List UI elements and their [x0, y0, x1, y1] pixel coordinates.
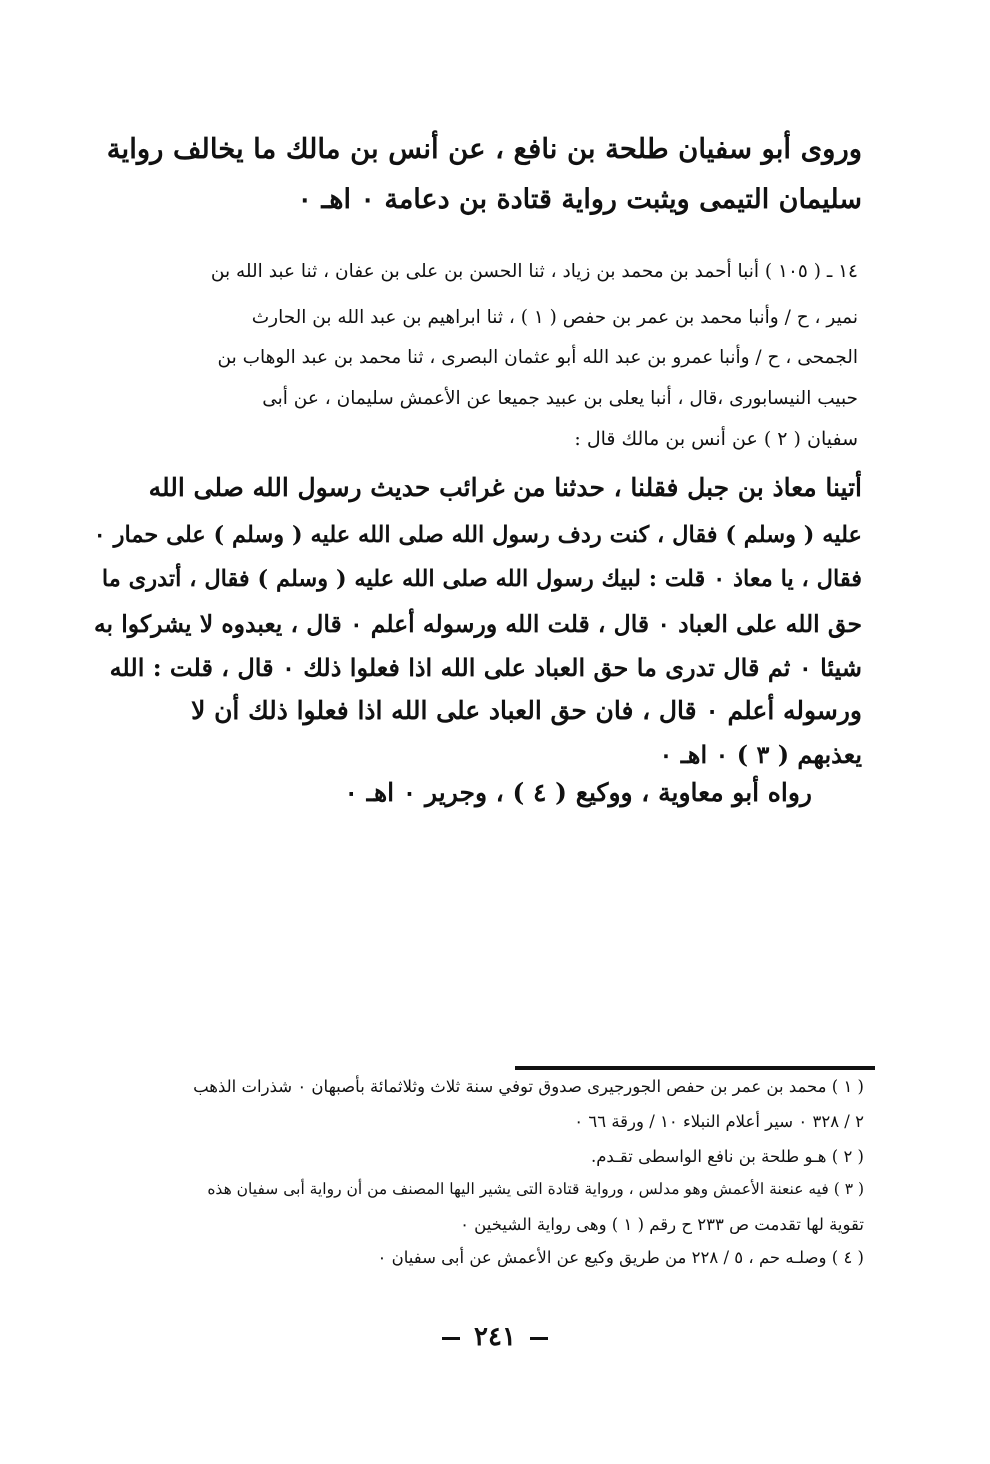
isnad-line-3: الجمحى ، ح / وأنبا عمرو بن عبد الله أبو عثمان البصرى ، ثنا محمد بن عبد الوهاب بن	[217, 347, 858, 368]
intro-line-1: وروى أبو سفيان طلحة بن نافع ، عن أنس بن مالك ما يخالف رواية	[106, 133, 862, 165]
intro-line-2: سليمان التيمى ويثبت رواية قتادة بن دعامة ٠ اهـ ٠	[297, 184, 862, 215]
footnote-1-line-2: ٢ / ٣٢٨ ٠ سير أعلام النبلاء ١٠ / ورقة ٦٦ ٠	[574, 1112, 864, 1131]
footnote-separator	[515, 1066, 875, 1070]
matn-line-6: ورسوله أعلم ٠ قال ، فان حق العباد على الله اذا فعلوا ذلك أن لا	[191, 696, 862, 725]
page-number-dash-right	[530, 1337, 548, 1340]
page-number	[0, 1322, 990, 1352]
footnote-1-line-1: ( ١ ) محمد بن عمر بن حفص الجورجيرى صدوق توفي سنة ثلاث وثلاثمائة بأصبهان ٠ شذرات الذهب	[193, 1077, 864, 1096]
isnad-line-5: سفيان ( ٢ ) عن أنس بن مالك قال :	[574, 428, 858, 450]
matn-line-1: أتينا معاذ بن جبل فقلنا ، حدثنا من غرائب حديث رسول الله صلى الله	[148, 473, 862, 502]
page-number-text: ٢٤١	[474, 1322, 516, 1352]
matn-line-2: عليه ( وسلم ) فقال ، كنت ردف رسول الله صلى الله عليه ( وسلم ) على حمار ٠	[93, 522, 862, 548]
footnote-4: ( ٤ ) وصلـه حم ، ٥ / ٢٢٨ من طريق وكيع عن الأعمش عن أبى سفيان ٠	[377, 1248, 864, 1267]
matn-line-4: حق الله على العباد ٠ قال ، قلت الله ورسوله أعلم ٠ قال ، يعبدوه لا يشركوا به	[93, 610, 862, 638]
footnote-3-line-1: ( ٣ ) فيه عنعنة الأعمش وهو مدلس ، ورواية قتادة التى يشير اليها المصنف من أن رواية أبى سفيان هذه	[207, 1180, 864, 1198]
footnote-2: ( ٢ ) هـو طلحة بن نافع الواسطى تقـدم.	[590, 1147, 864, 1166]
matn-line-5: شيئا ٠ ثم قال تدرى ما حق العباد على الله اذا فعلوا ذلك ٠ قال ، قلت : الله	[109, 653, 862, 682]
matn-line-7: يعذبهم ( ٣ ) ٠ اهـ ٠	[659, 740, 862, 769]
page-number-dash-left	[442, 1337, 460, 1340]
riwaya-line: رواه أبو معاوية ، ووكيع ( ٤ ) ، وجرير ٠ اهـ ٠	[344, 778, 812, 807]
footnote-3-line-2: تقوية لها تقدمت ص ٢٣٣ ح رقم ( ١ ) وهى رواية الشيخين ٠	[460, 1215, 864, 1234]
isnad-line-4: حبيب النيسابورى ،قال ، أنبا يعلى بن عبيد جميعا عن الأعمش سليمان ، عن أبى	[262, 388, 858, 409]
matn-line-3: فقال ، يا معاذ ٠ قلت : لبيك رسول الله صلى الله عليه ( وسلم ) فقال ، أتدرى ما	[101, 566, 862, 592]
isnad-line-1: ١٤ ـ ( ١٠٥ ) أنبا أحمد بن محمد بن زياد ، ثنا الحسن بن على بن عفان ، ثنا عبد الله بن	[210, 261, 858, 282]
isnad-line-2: نمير ، ح / وأنبا محمد بن عمر بن حفص ( ١ ) ، ثنا ابراهيم بن عبد الله بن الحارث	[251, 307, 858, 328]
